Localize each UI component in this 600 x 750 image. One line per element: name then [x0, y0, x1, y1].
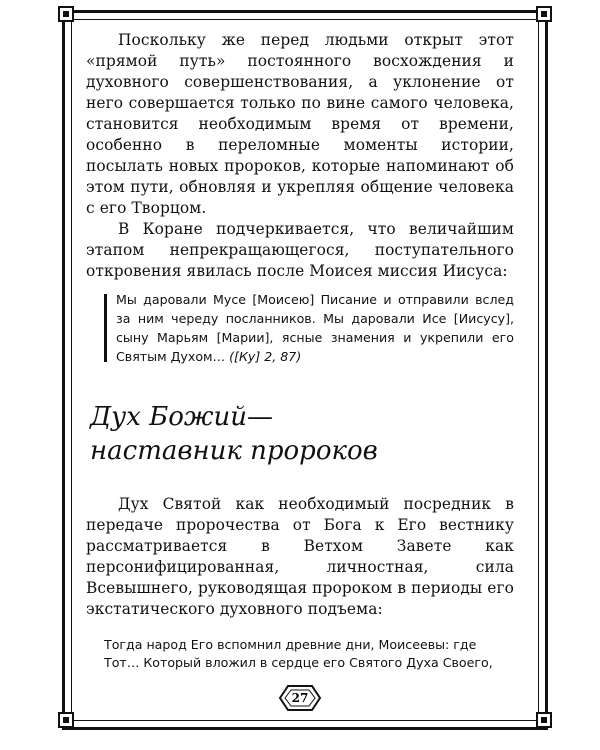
section-title	[90, 400, 514, 468]
corner-ornament-icon	[533, 3, 555, 25]
corner-ornament-icon	[533, 709, 555, 731]
page-number-badge	[276, 683, 324, 713]
corner-ornament-icon	[55, 3, 77, 25]
quote-text: Мы даровали Мусе [Моисею] Писание и отправили вслед за ним череду посланников. Мы даровали Исе [Иисусу], сыну Марьям [Марии], ясные знамения и укрепили его Святым Духом…	[116, 292, 514, 364]
paragraph-quran-emphasis: В Коране подчеркивается, что величайшим этапом непрекращающегося, поступательного откровения явилась после Моисея миссия Иисуса:	[86, 220, 514, 280]
section-title-line-2: наставник пророков	[90, 436, 378, 466]
section-title-line-1: Дух Божий—	[90, 402, 273, 432]
quote-reference: ([Ку] 2, 87)	[229, 349, 302, 364]
quran-quote	[104, 290, 514, 366]
paragraph-holy-spirit: Дух Святой как необходимый посредник в передаче пророчества от Бога к Его вестнику рассматривается в Ветхом Завете как персонифицированная, личностная, сила Всевышнего, руководящая пророком в периоды его экстатического духовного подъема:	[86, 495, 514, 618]
paragraph-straight-path: Поскольку же перед людьми открыт этот «прямой путь» постоянного восхождения и духовного совершенствования, а уклонение от него совершается только по вине самого человека, становится необходимым время от времени, особенно в переломные моменты истории, посылать новых пророков, которые напоминают об этом пути, обновляя и укрепляя общение человека с его Творцом.	[86, 31, 514, 217]
bible-quote	[104, 636, 514, 672]
corner-ornament-icon	[55, 709, 77, 731]
page-number: 27	[291, 691, 309, 705]
quote-bar	[104, 294, 107, 362]
page-body	[86, 24, 514, 672]
bible-quote-text: Тогда народ Его вспомнил древние дни, Моисеевы: где Тот… Который вложил в сердце его Святого Духа Своего,	[104, 637, 493, 670]
